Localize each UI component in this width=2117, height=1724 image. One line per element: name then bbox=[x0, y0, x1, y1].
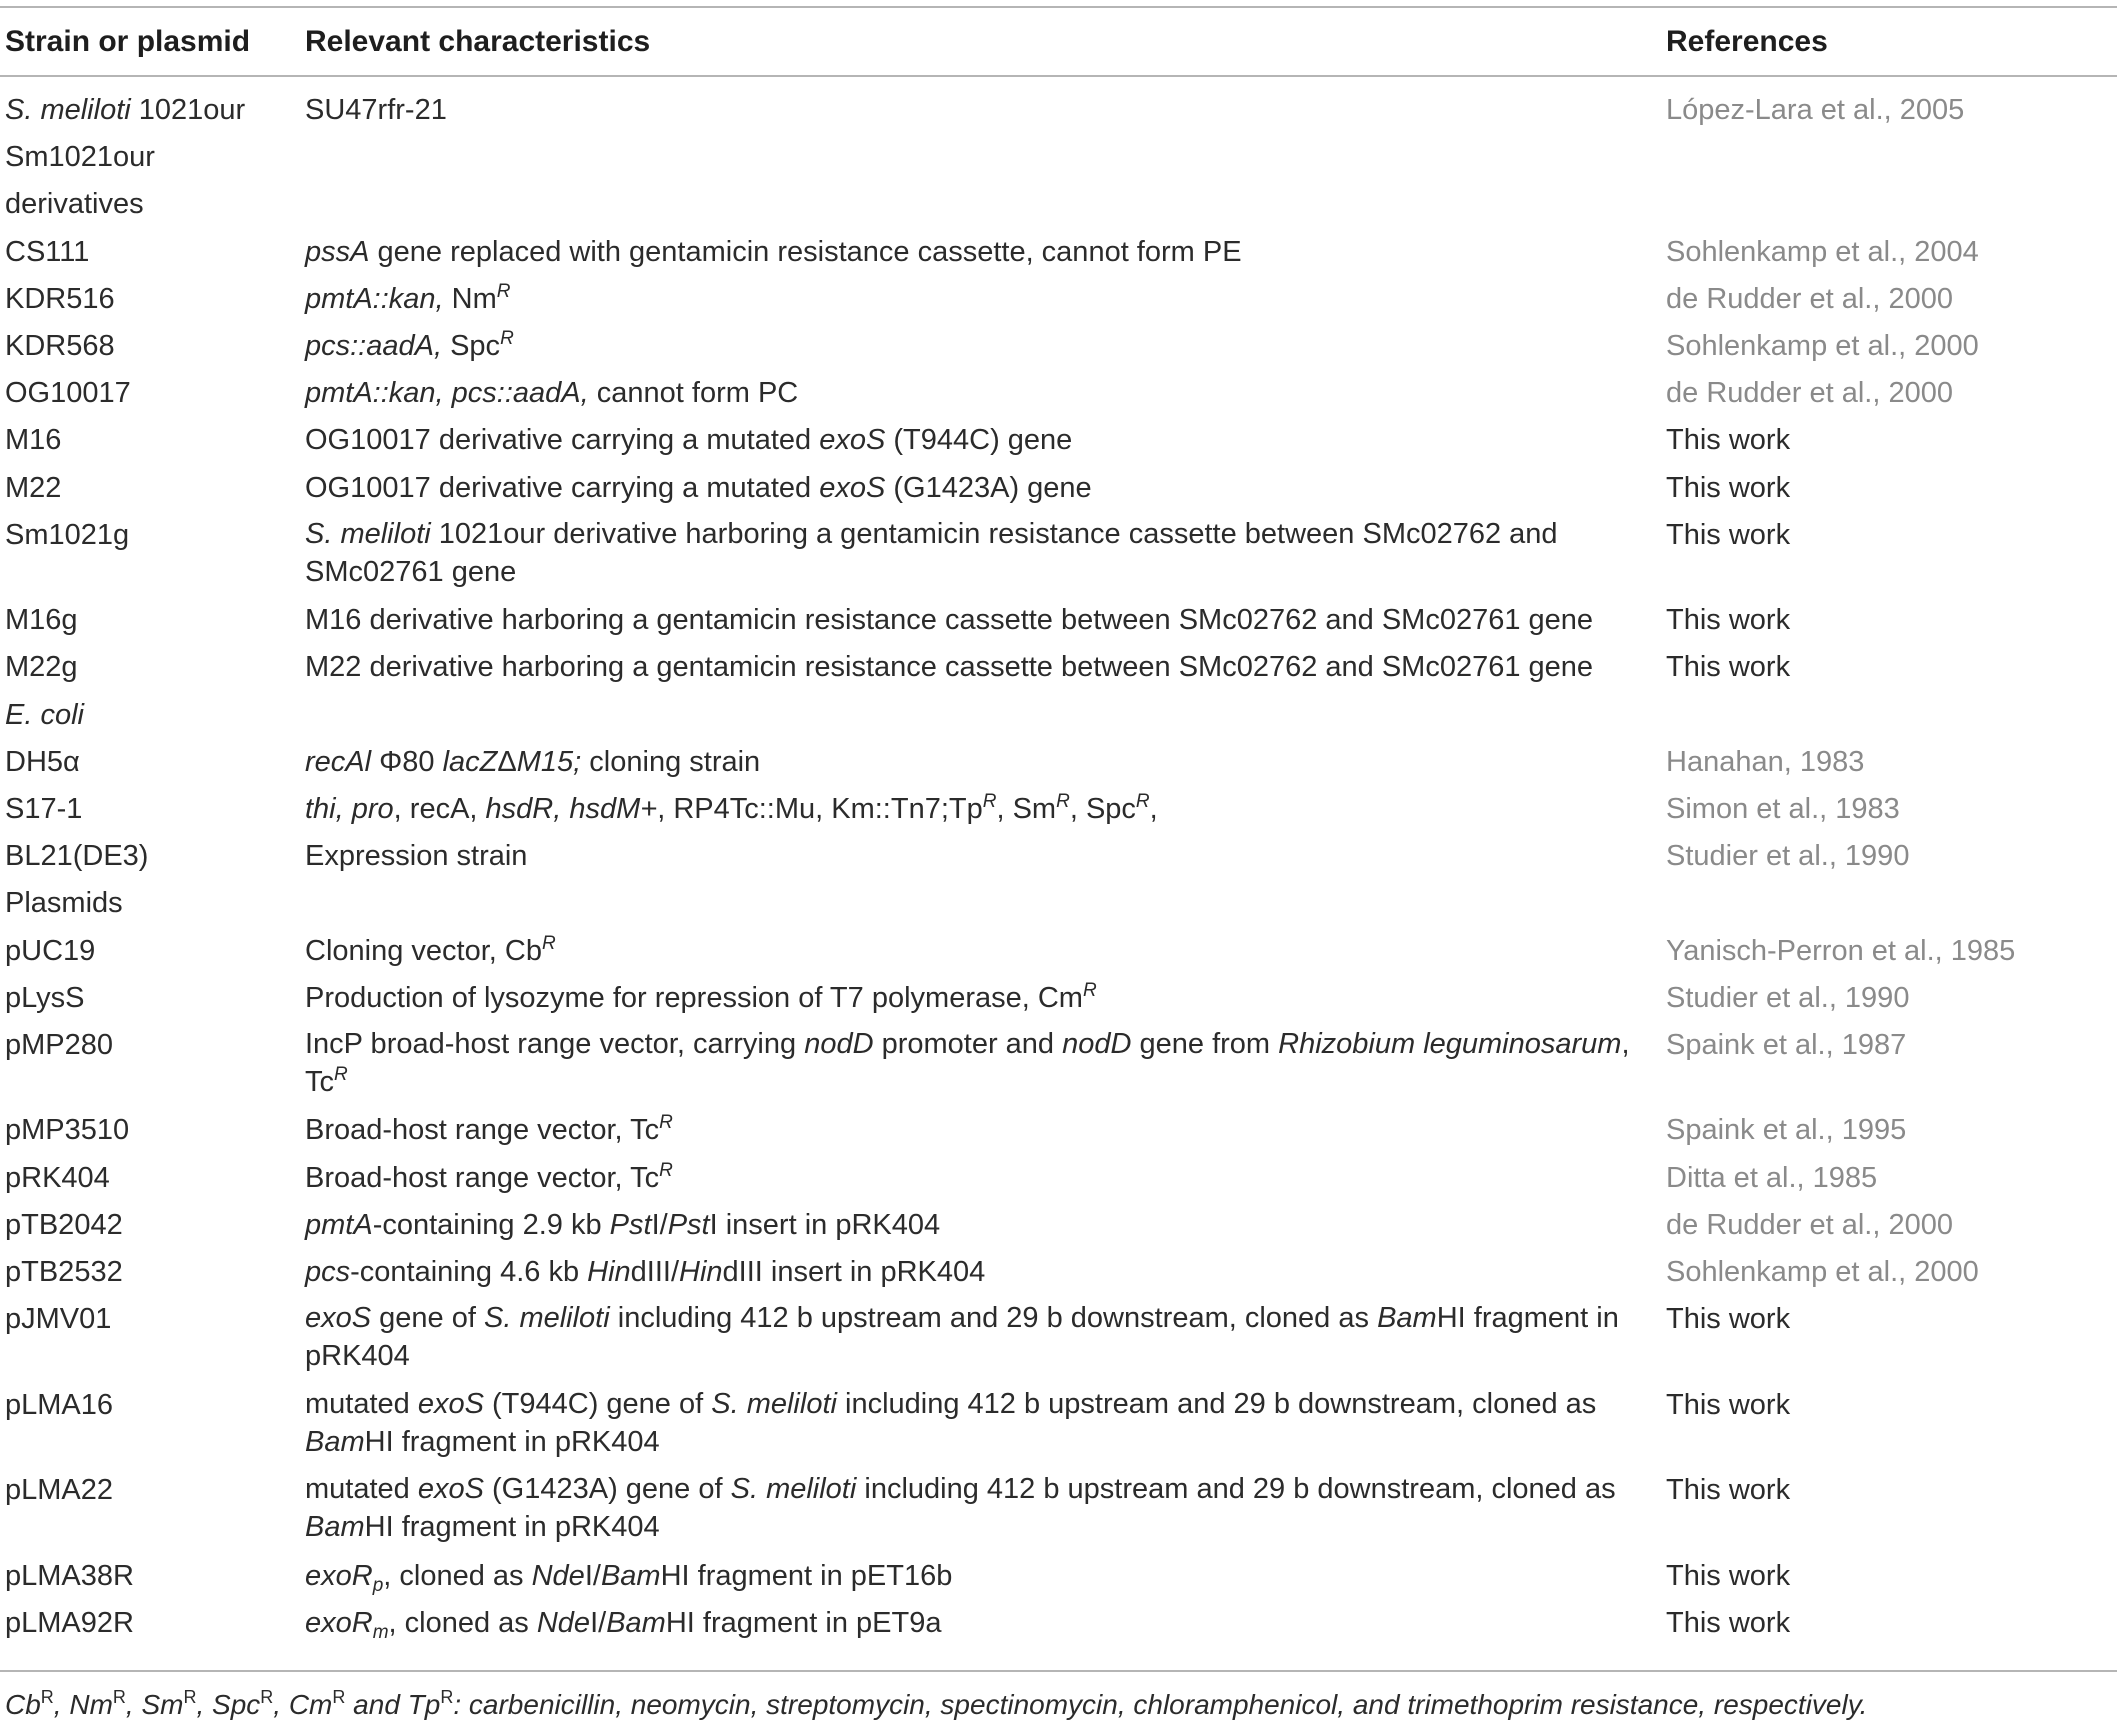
characteristics-chars-mid: (G1423A) gene of bbox=[483, 1473, 731, 1506]
strain-name-italic: S. meliloti bbox=[5, 94, 131, 126]
strain-name-cell bbox=[5, 647, 78, 687]
reference-cell: This work bbox=[1666, 471, 1791, 504]
characteristics-line-2 bbox=[305, 553, 1635, 591]
characteristics-chars-a: IncP broad-host range vector, carrying bbox=[305, 1027, 805, 1060]
table-row bbox=[0, 515, 2117, 601]
characteristics-cell bbox=[305, 647, 1635, 687]
reference-cell: Simon et al., 1983 bbox=[1666, 792, 1900, 825]
table-row bbox=[0, 600, 2117, 647]
characteristics-chars-mid2: dIII/ bbox=[630, 1255, 679, 1288]
characteristics-line bbox=[305, 1603, 1635, 1643]
reference-cell: Yanisch-Perron et al., 1985 bbox=[1666, 934, 2016, 967]
characteristics-chars-it: pssA bbox=[305, 235, 370, 268]
characteristics-chars-it2: Nde bbox=[531, 1559, 585, 1592]
table-row bbox=[0, 1252, 2117, 1299]
characteristics-line bbox=[305, 1205, 1635, 1245]
characteristics-chars: (G1423A) gene bbox=[885, 471, 1092, 504]
reference-cell: This work bbox=[1666, 651, 1791, 684]
strain-name-text: KDR516 bbox=[5, 282, 115, 315]
characteristics-chars-b: , Sm bbox=[996, 792, 1057, 825]
characteristics-chars-it2: nodD bbox=[1062, 1027, 1132, 1060]
characteristics-chars-it2: Nde bbox=[536, 1606, 591, 1639]
characteristics-chars-mid: gene of bbox=[371, 1302, 484, 1335]
strain-name-text: M16 bbox=[5, 424, 62, 457]
characteristics-cell bbox=[305, 90, 1635, 130]
characteristics-chars: including 412 b upstream and 29 b downstream, cloned as bbox=[836, 1387, 1597, 1420]
characteristics-chars-it2: Hin bbox=[587, 1255, 631, 1288]
characteristics-chars: Production of lysozyme for repression of T7 polymerase, Cm bbox=[305, 981, 1083, 1014]
strain-name-text: KDR568 bbox=[5, 329, 115, 362]
footnote-text: , Spc bbox=[196, 1689, 261, 1720]
characteristics-chars: Spc bbox=[442, 329, 501, 362]
footnote-text: , Sm bbox=[125, 1689, 184, 1720]
strain-name-text: S17-1 bbox=[5, 792, 83, 825]
characteristics-chars-it: exoS bbox=[417, 1473, 484, 1506]
reference-cell: Spaink et al., 1995 bbox=[1666, 1114, 1907, 1147]
characteristics-chars: , RP4Tc::Mu, Km::Tn7;Tp bbox=[657, 792, 983, 825]
characteristics-chars-it: pcs::aadA, bbox=[305, 329, 443, 362]
table-row bbox=[0, 789, 2117, 836]
characteristics-line bbox=[305, 420, 1635, 460]
footnote-superscript: R bbox=[183, 1687, 197, 1707]
reference-cell: This work bbox=[1666, 1303, 1791, 1336]
strain-name-text: pJMV01 bbox=[5, 1303, 112, 1336]
superscript-r: R bbox=[659, 1159, 673, 1181]
characteristics-line bbox=[305, 468, 1635, 508]
characteristics-cell bbox=[305, 978, 1635, 1018]
characteristics-line2-text: HI fragment in pRK404 bbox=[364, 1511, 660, 1544]
characteristics-chars: HI fragment in pET9a bbox=[665, 1606, 942, 1639]
characteristics-chars-it: exoS bbox=[305, 1302, 372, 1335]
characteristics-chars-it2: lacZ bbox=[442, 745, 498, 778]
characteristics-cell bbox=[305, 515, 1635, 591]
characteristics-chars-sup3: R bbox=[1135, 790, 1150, 812]
characteristics-cell bbox=[305, 326, 1635, 366]
footnote-text: , Cm bbox=[273, 1689, 333, 1720]
reference-cell: This work bbox=[1666, 604, 1791, 637]
table-row bbox=[0, 1556, 2117, 1603]
characteristics-chars-a: mutated bbox=[305, 1473, 418, 1506]
characteristics-chars-it: pmtA::kan, pcs::aadA, bbox=[305, 377, 589, 410]
strain-name-cell bbox=[5, 1470, 113, 1510]
characteristics-chars: (T944C) gene bbox=[885, 424, 1073, 457]
characteristics-chars-mid2: I/ bbox=[651, 1208, 668, 1241]
characteristics-chars-it: pmtA::kan, bbox=[305, 282, 444, 315]
characteristics-line bbox=[305, 1385, 1635, 1423]
footnote-text: : carbenicillin, neomycin, streptomycin, spectinomycin, chloramphenicol, and trimethoprim resistance, respectively. bbox=[453, 1689, 1868, 1720]
characteristics-cell bbox=[305, 836, 1635, 876]
strain-name-cell bbox=[5, 1299, 111, 1339]
characteristics-cell bbox=[305, 1205, 1635, 1245]
strain-name-cell bbox=[5, 420, 61, 460]
header-references: References bbox=[1666, 25, 1828, 58]
characteristics-chars-it: exoR bbox=[305, 1559, 373, 1592]
characteristics-chars-a: OG10017 derivative carrying a mutated bbox=[305, 471, 820, 504]
reference-cell: López-Lara et al., 2005 bbox=[1666, 94, 1965, 126]
table-body bbox=[0, 90, 2117, 1650]
characteristics-chars-it: S. meliloti bbox=[305, 517, 431, 550]
characteristics-chars-mid2: I/ bbox=[584, 1559, 601, 1592]
characteristics-chars-it2: Pst bbox=[609, 1208, 652, 1241]
reference-cell: Sohlenkamp et al., 2004 bbox=[1666, 235, 1979, 268]
table-row bbox=[0, 1205, 2117, 1252]
strain-name-text: Sm1021our bbox=[5, 141, 155, 174]
table-row bbox=[0, 1299, 2117, 1385]
reference-cell: This work bbox=[1666, 518, 1791, 551]
characteristics-chars-sub: m bbox=[372, 1621, 389, 1643]
characteristics-cell bbox=[305, 279, 1635, 319]
characteristics-line2-italic: Bam bbox=[305, 1425, 365, 1458]
characteristics-chars-sup2: R bbox=[1056, 790, 1070, 812]
strain-name-cell bbox=[5, 1603, 134, 1643]
characteristics-chars-d: , bbox=[1149, 792, 1158, 825]
characteristics-line2-text: pRK404 bbox=[305, 1340, 410, 1373]
table-row bbox=[0, 184, 2117, 231]
strain-name-cell bbox=[5, 789, 82, 829]
strain-name-cell bbox=[5, 836, 148, 876]
top-rule bbox=[0, 6, 2117, 8]
characteristics-chars-it: exoS bbox=[819, 471, 886, 504]
characteristics-line-2 bbox=[305, 1423, 1635, 1461]
characteristics-cell bbox=[305, 1385, 1635, 1461]
characteristics-chars: Broad-host range vector, Tc bbox=[305, 1114, 660, 1147]
table-row bbox=[0, 137, 2117, 184]
reference-cell: de Rudder et al., 2000 bbox=[1666, 1208, 1953, 1241]
characteristics-cell bbox=[305, 420, 1635, 460]
characteristics-line bbox=[305, 279, 1635, 319]
table-row bbox=[0, 1385, 2117, 1471]
reference-cell: Hanahan, 1983 bbox=[1666, 745, 1865, 778]
characteristics-chars-it3: Bam bbox=[600, 1559, 661, 1592]
characteristics-chars-it: exoS bbox=[819, 424, 886, 457]
strain-name-cell bbox=[5, 1158, 110, 1198]
footnote-superscript: R bbox=[332, 1687, 346, 1707]
characteristics-chars: M16 derivative harboring a gentamicin resistance cassette between SMc02762 and SMc02761 gene bbox=[305, 604, 1594, 637]
characteristics-chars: dIII insert in pRK404 bbox=[722, 1255, 986, 1288]
characteristics-chars: HI fragment in pET16b bbox=[660, 1559, 953, 1592]
characteristics-line2-text: Tc bbox=[305, 1065, 334, 1098]
characteristics-cell bbox=[305, 468, 1635, 508]
characteristics-cell bbox=[305, 232, 1635, 272]
superscript-r: R bbox=[1082, 979, 1097, 1001]
characteristics-chars-mid: , recA, bbox=[393, 792, 486, 825]
characteristics-line bbox=[305, 90, 1635, 130]
characteristics-chars: HI fragment in bbox=[1436, 1302, 1619, 1335]
strain-name-text: pLMA16 bbox=[5, 1388, 114, 1421]
table-row bbox=[0, 1158, 2117, 1205]
strain-name-text: Plasmids bbox=[5, 887, 123, 920]
footnote-superscript: R bbox=[112, 1687, 126, 1707]
strain-name-cell bbox=[5, 232, 89, 272]
strain-name-text: CS111 bbox=[5, 235, 90, 268]
characteristics-line bbox=[305, 742, 1635, 782]
characteristics-chars-it: exoS bbox=[417, 1387, 484, 1420]
characteristics-chars-mid2: including 412 b upstream and 29 b downstream, cloned as bbox=[609, 1302, 1378, 1335]
table-row bbox=[0, 232, 2117, 279]
strain-name-text: BL21(DE3) bbox=[5, 840, 149, 873]
strain-name-text: OG10017 bbox=[5, 377, 131, 410]
characteristics-cell bbox=[305, 1158, 1635, 1198]
characteristics-chars-a: OG10017 derivative carrying a mutated bbox=[305, 424, 820, 457]
characteristics-chars: SU47rfr-21 bbox=[305, 94, 447, 126]
table-row bbox=[0, 1025, 2117, 1111]
header-characteristics: Relevant characteristics bbox=[305, 25, 651, 58]
characteristics-line bbox=[305, 1252, 1635, 1292]
strain-name-cell bbox=[5, 468, 61, 508]
characteristics-line bbox=[305, 1470, 1635, 1508]
characteristics-chars-it3: Hin bbox=[679, 1255, 723, 1288]
characteristics-chars-it3: Bam bbox=[606, 1606, 666, 1639]
characteristics-chars: Expression strain bbox=[305, 840, 528, 873]
characteristics-line bbox=[305, 600, 1635, 640]
characteristics-line-2 bbox=[305, 1508, 1635, 1546]
characteristics-chars-mid2: gene from bbox=[1131, 1027, 1279, 1060]
strain-name-text: pLMA22 bbox=[5, 1474, 114, 1507]
table-row bbox=[0, 647, 2117, 694]
table-row bbox=[0, 90, 2117, 137]
characteristics-chars-mid: promoter and bbox=[873, 1027, 1063, 1060]
characteristics-chars: gene replaced with gentamicin resistance cassette, cannot form PE bbox=[369, 235, 1242, 268]
strain-name-cell bbox=[5, 515, 129, 555]
characteristics-cell bbox=[305, 742, 1635, 782]
strain-name-text: pLMA38R bbox=[5, 1559, 134, 1592]
superscript-r: R bbox=[500, 327, 514, 349]
characteristics-cell bbox=[305, 1299, 1635, 1375]
reference-cell: Studier et al., 1990 bbox=[1666, 840, 1910, 873]
bottom-rule bbox=[0, 1670, 2117, 1672]
footnote-superscript: R bbox=[440, 1687, 454, 1707]
characteristics-chars: I insert in pRK404 bbox=[709, 1208, 941, 1241]
characteristics-chars: Cloning vector, Cb bbox=[305, 934, 542, 967]
characteristics-cell bbox=[305, 373, 1635, 413]
characteristics-chars-mid: , cloned as bbox=[388, 1606, 537, 1639]
reference-cell: This work bbox=[1666, 1559, 1791, 1592]
characteristics-line bbox=[305, 232, 1635, 272]
characteristics-chars: Nm bbox=[443, 282, 497, 315]
strain-name-text: pRK404 bbox=[5, 1161, 110, 1194]
characteristics-chars-it: thi, pro bbox=[305, 792, 394, 825]
characteristics-chars: cloning strain bbox=[581, 745, 761, 778]
strain-name-text: pTB2532 bbox=[5, 1255, 123, 1288]
strain-name-cell bbox=[5, 742, 80, 782]
characteristics-chars-mid2: Δ bbox=[497, 745, 517, 778]
reference-cell: This work bbox=[1666, 1474, 1791, 1507]
strain-name-text: pLysS bbox=[5, 981, 85, 1014]
characteristics-chars-mid2: I/ bbox=[590, 1606, 607, 1639]
reference-cell: Spaink et al., 1987 bbox=[1666, 1028, 1907, 1061]
table-row bbox=[0, 1470, 2117, 1556]
characteristics-chars-mid: -containing 2.9 kb bbox=[372, 1208, 610, 1241]
characteristics-cell bbox=[305, 1603, 1635, 1643]
characteristics-line bbox=[305, 1556, 1635, 1596]
characteristics-chars: including 412 b upstream and 29 b downstream, cloned as bbox=[856, 1473, 1616, 1506]
reference-cell: Sohlenkamp et al., 2000 bbox=[1666, 1255, 1979, 1288]
reference-cell: Ditta et al., 1985 bbox=[1666, 1161, 1878, 1194]
characteristics-cell bbox=[305, 600, 1635, 640]
characteristics-chars-it3: Bam bbox=[1377, 1302, 1437, 1335]
characteristics-line bbox=[305, 978, 1635, 1018]
characteristics-line bbox=[305, 1025, 1635, 1063]
strain-name-text: pTB2042 bbox=[5, 1208, 123, 1241]
table-row bbox=[0, 742, 2117, 789]
table-row bbox=[0, 1110, 2117, 1157]
reference-cell: de Rudder et al., 2000 bbox=[1666, 282, 1953, 315]
strain-name-cell bbox=[5, 279, 115, 319]
superscript-r: R bbox=[659, 1112, 673, 1134]
strain-name-text: pMP280 bbox=[5, 1028, 114, 1061]
table-row bbox=[0, 695, 2117, 742]
characteristics-chars-it2: S. meliloti bbox=[730, 1473, 857, 1506]
table-row bbox=[0, 420, 2117, 467]
characteristics-chars-it3: Rhizobium leguminosarum bbox=[1278, 1027, 1622, 1060]
characteristics-line bbox=[305, 326, 1635, 366]
table-row bbox=[0, 883, 2117, 930]
table-row bbox=[0, 279, 2117, 326]
strain-name-text: M16g bbox=[5, 604, 78, 637]
characteristics-chars-c: , Spc bbox=[1069, 792, 1136, 825]
strain-name-text: pMP3510 bbox=[5, 1114, 130, 1147]
table-row bbox=[0, 326, 2117, 373]
footnote-superscript: R bbox=[260, 1687, 274, 1707]
strain-name-text: M22 bbox=[5, 471, 62, 504]
strain-name-cell bbox=[5, 883, 123, 923]
strain-name-cell bbox=[5, 600, 78, 640]
characteristics-line-2 bbox=[305, 1337, 1635, 1375]
strain-name-cell bbox=[5, 1110, 129, 1150]
superscript-r: R bbox=[496, 280, 511, 302]
characteristics-chars-mid: -containing 4.6 kb bbox=[350, 1255, 588, 1288]
characteristics-line bbox=[305, 1299, 1635, 1337]
characteristics-chars: M22 derivative harboring a gentamicin resistance cassette between SMc02762 and SMc02761 gene bbox=[305, 651, 1594, 684]
characteristics-chars-it3: Pst bbox=[667, 1208, 710, 1241]
superscript-r: R bbox=[541, 932, 556, 954]
reference-cell: This work bbox=[1666, 1388, 1791, 1421]
footnote-text: and Tp bbox=[345, 1689, 441, 1720]
characteristics-chars-it: nodD bbox=[804, 1027, 874, 1060]
characteristics-chars-mid: (T944C) gene of bbox=[483, 1387, 712, 1420]
strain-name-cell bbox=[5, 90, 245, 130]
strain-name-cell bbox=[5, 1385, 113, 1425]
strain-name-cell bbox=[5, 978, 85, 1018]
characteristics-line bbox=[305, 373, 1635, 413]
characteristics-line bbox=[305, 515, 1635, 553]
characteristics-line bbox=[305, 836, 1635, 876]
reference-cell: This work bbox=[1666, 424, 1791, 457]
superscript-r: R bbox=[982, 790, 997, 812]
characteristics-line bbox=[305, 1158, 1635, 1198]
characteristics-line bbox=[305, 1110, 1635, 1150]
characteristics-chars-it3: M15; bbox=[516, 745, 582, 778]
table-row bbox=[0, 468, 2117, 515]
characteristics-chars-sub: p bbox=[372, 1574, 384, 1596]
footnote-text: Cb bbox=[5, 1689, 41, 1720]
characteristics-chars-it2: S. meliloti bbox=[711, 1387, 837, 1420]
characteristics-chars: 1021our derivative harboring a gentamicin resistance cassette between SMc02762 and bbox=[430, 517, 1558, 550]
strain-name-cell bbox=[5, 373, 131, 413]
superscript-r: R bbox=[334, 1063, 348, 1085]
characteristics-cell bbox=[305, 789, 1635, 829]
characteristics-cell bbox=[305, 1556, 1635, 1596]
characteristics-line bbox=[305, 647, 1635, 687]
characteristics-chars: , bbox=[1621, 1027, 1630, 1060]
characteristics-chars-it: recAl bbox=[305, 745, 372, 778]
characteristics-chars-it: exoR bbox=[305, 1606, 373, 1639]
reference-cell: de Rudder et al., 2000 bbox=[1666, 377, 1953, 410]
strain-name-cell bbox=[5, 1205, 123, 1245]
characteristics-cell bbox=[305, 1025, 1635, 1101]
characteristics-chars-mid: , cloned as bbox=[383, 1559, 532, 1592]
characteristics-line bbox=[305, 931, 1635, 971]
table-row bbox=[0, 1603, 2117, 1650]
header-rule bbox=[0, 75, 2117, 77]
characteristics-line2-text: HI fragment in pRK404 bbox=[364, 1425, 660, 1458]
characteristics-cell bbox=[305, 931, 1635, 971]
strain-name-text: pLMA92R bbox=[5, 1606, 134, 1639]
reference-cell: Studier et al., 1990 bbox=[1666, 981, 1910, 1014]
strain-name-cell bbox=[5, 137, 155, 177]
strain-name-text: Sm1021g bbox=[5, 518, 130, 551]
footnote-text: , Nm bbox=[53, 1689, 113, 1720]
reference-cell: This work bbox=[1666, 1606, 1791, 1639]
characteristics-cell bbox=[305, 1110, 1635, 1150]
table-row bbox=[0, 931, 2117, 978]
characteristics-line2-italic: Bam bbox=[305, 1511, 365, 1544]
strain-name-cell bbox=[5, 695, 84, 735]
characteristics-line bbox=[305, 789, 1635, 829]
table-row bbox=[0, 836, 2117, 883]
strain-name-cell bbox=[5, 1252, 123, 1292]
strain-name-cell bbox=[5, 184, 144, 224]
characteristics-chars-a: mutated bbox=[305, 1387, 418, 1420]
characteristics-chars: Broad-host range vector, Tc bbox=[305, 1161, 660, 1194]
strain-name-cell bbox=[5, 1025, 113, 1065]
characteristics-chars-mid: Φ80 bbox=[371, 745, 443, 778]
characteristics-chars-it2: hsdR, hsdM+ bbox=[485, 792, 658, 825]
strain-name-italic: E. coli bbox=[5, 698, 84, 731]
strain-name-text: derivatives bbox=[5, 188, 144, 221]
characteristics-line2-text: SMc02761 gene bbox=[305, 555, 517, 588]
characteristics-chars-it2: S. meliloti bbox=[483, 1302, 610, 1335]
characteristics-chars: cannot form PC bbox=[588, 377, 799, 410]
characteristics-chars-it: pcs bbox=[305, 1255, 351, 1288]
table-row bbox=[0, 978, 2117, 1025]
header-strain: Strain or plasmid bbox=[5, 25, 251, 58]
reference-cell: Sohlenkamp et al., 2000 bbox=[1666, 329, 1979, 362]
strain-name-cell bbox=[5, 326, 115, 366]
characteristics-chars-it: pmtA bbox=[305, 1208, 373, 1241]
characteristics-line-2 bbox=[305, 1063, 1635, 1101]
strain-name-text: M22g bbox=[5, 651, 78, 684]
strain-name-cell bbox=[5, 931, 95, 971]
table-row bbox=[0, 373, 2117, 420]
footnote bbox=[5, 1688, 1867, 1722]
characteristics-cell bbox=[305, 1470, 1635, 1546]
strain-name-cell bbox=[5, 1556, 134, 1596]
strain-name-text: 1021our bbox=[130, 94, 246, 126]
strain-name-text: pUC19 bbox=[5, 934, 96, 967]
characteristics-cell bbox=[305, 1252, 1635, 1292]
footnote-superscript: R bbox=[40, 1687, 54, 1707]
strain-name-text: DH5α bbox=[5, 745, 80, 778]
